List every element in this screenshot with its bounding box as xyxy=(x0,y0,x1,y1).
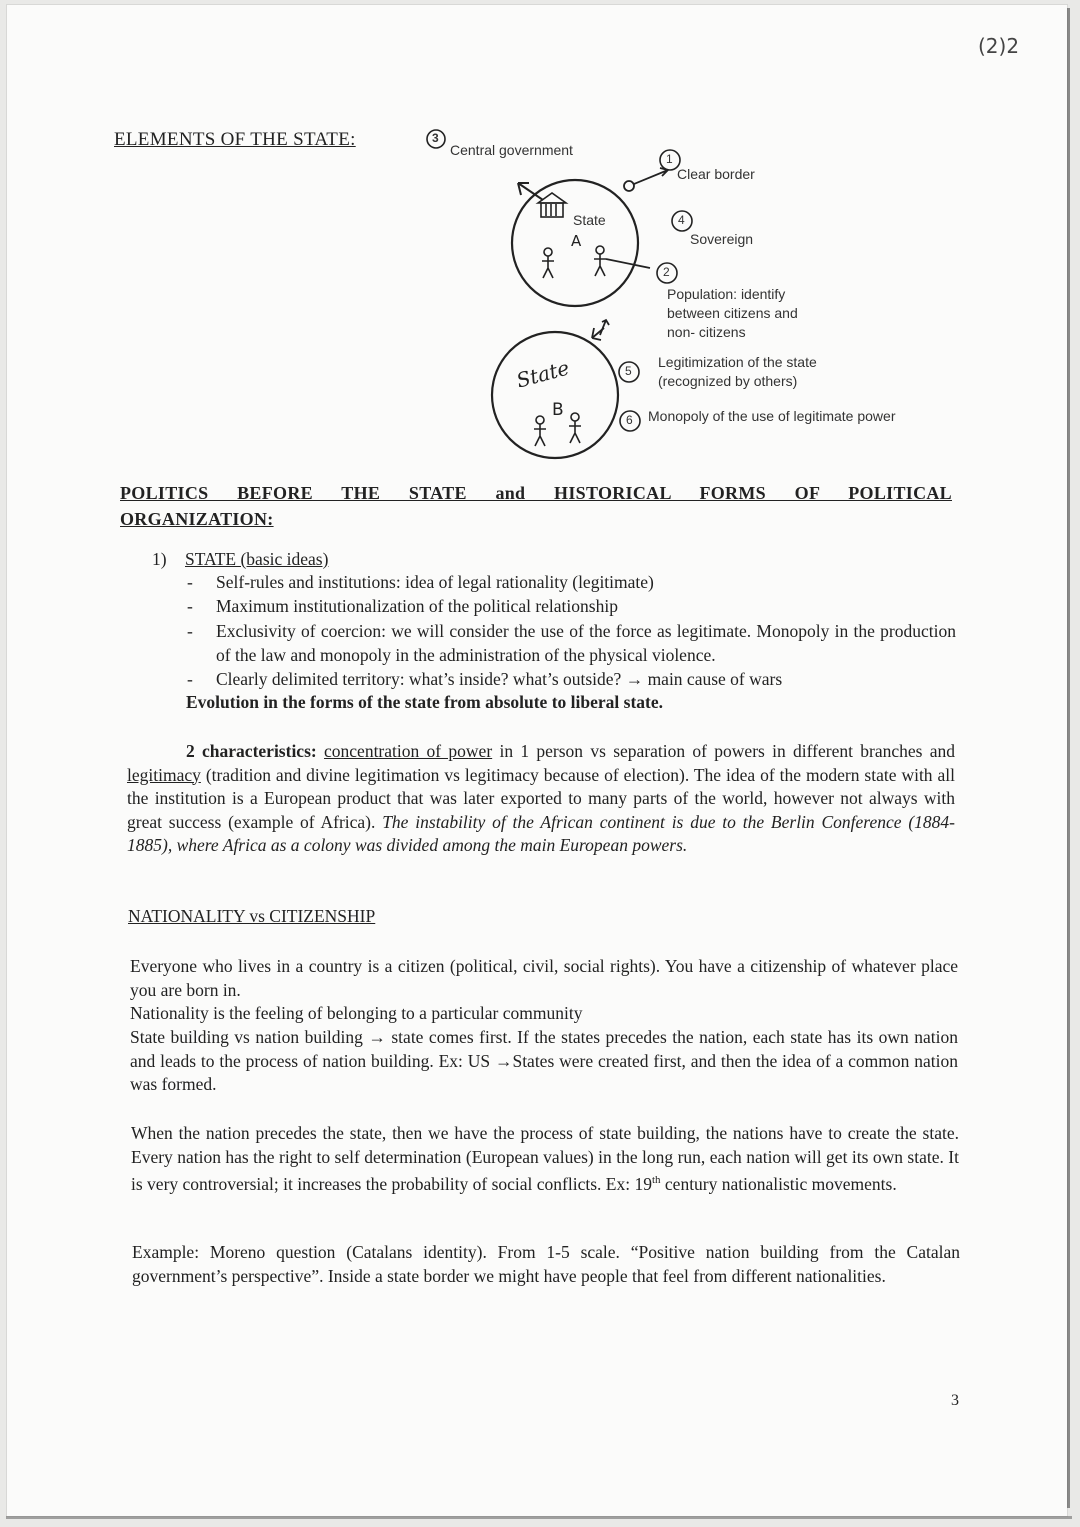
num-sovereign: 4 xyxy=(678,213,685,227)
characteristics-text-2: (tradition and divine legitimation vs legitimacy because of election). The idea of the modern state with all the institution is a European product that was later exported to many parts of the world, however not always with great success (example of Africa). xyxy=(127,764,956,832)
label-sovereign: Sovereign xyxy=(690,231,754,247)
population-line-3: non- citizens xyxy=(667,324,746,340)
nationality-paragraph-5: Example: Moreno question (Catalans identity). From 1-5 scale. “Positive nation building from the Catalan government’s perspective”. Inside a state border we might have people that feel from different nationalities. xyxy=(132,1242,960,1286)
num-population: 2 xyxy=(663,265,670,279)
label-state-b: State xyxy=(513,355,572,393)
nationality-heading: NATIONALITY vs CITIZENSHIP xyxy=(128,906,376,926)
bullet-dash: - xyxy=(187,572,193,592)
bullet-item: Maximum institutionalization of the political relationship xyxy=(216,596,618,616)
bullet-item: Clearly delimited territory: what’s inside? what’s outside? → main cause of wars xyxy=(216,669,783,689)
arrow-population xyxy=(606,259,650,268)
population-line-2: between citizens and xyxy=(667,305,798,321)
legitimacy-term: legitimacy xyxy=(127,764,201,785)
characteristics-italic: The instability of the African continent is due to the Berlin Conference (1884-1885), where Africa as a colony was divided among the main European powers. xyxy=(127,811,955,855)
nationality-paragraph-1: Everyone who lives in a country is a citizen (political, civil, social rights). You have a citizenship of whatever place you are born in. xyxy=(130,956,958,1000)
label-central-government: Central government xyxy=(450,142,573,158)
nationality-paragraph-3: State building vs nation building → state comes first. If the states precedes the nation, each state has its own nation and leads to the process of nation building. Ex: US →States were created first, and then the idea of a common nation was formed. xyxy=(130,1027,958,1094)
nationality-paragraph-2: Nationality is the feeling of belonging to a particular community xyxy=(130,1003,583,1023)
section-heading-text: POLITICS BEFORE THE STATE and HISTORICAL FORMS OF POLITICAL xyxy=(120,483,952,503)
section-heading-line-2: ORGANIZATION: xyxy=(120,509,274,529)
characteristics-paragraph xyxy=(127,740,955,858)
arrow-up xyxy=(600,320,609,335)
state-item-title: STATE (basic ideas) xyxy=(185,549,329,569)
arrow-border xyxy=(634,168,668,184)
population-line-1: Population: identify xyxy=(667,286,786,302)
nationality-paragraph-4 xyxy=(131,1122,959,1196)
legit-line-1: Legitimization of the state xyxy=(658,354,817,370)
paragraph-4-text-b: century nationalistic movements. xyxy=(660,1173,897,1194)
paragraph-4-sup: th xyxy=(651,1174,661,1186)
num-border: 1 xyxy=(666,152,673,166)
label-clear-border: Clear border xyxy=(677,166,755,182)
legit-line-2: (recognized by others) xyxy=(658,373,798,389)
border-marker xyxy=(624,181,634,191)
corner-mark-text: (2)2 xyxy=(978,34,1020,58)
building-icon xyxy=(538,193,566,217)
bullet-dash: - xyxy=(187,669,193,689)
evolution-line: Evolution in the forms of the state from absolute to liberal state. xyxy=(186,692,663,712)
elements-title: ELEMENTS OF THE STATE: xyxy=(114,129,356,150)
label-monopoly: Monopoly of the use of legitimate power xyxy=(648,408,896,424)
state-b-circle xyxy=(492,332,618,458)
num-central: 3 xyxy=(432,131,439,145)
label-state-a: State xyxy=(573,212,606,228)
characteristics-lead: 2 characteristics: xyxy=(186,741,317,761)
bullet-dash: - xyxy=(187,621,193,641)
characteristics-text-1: in 1 person vs separation of powers in different branches and xyxy=(499,741,956,761)
label-population xyxy=(667,285,798,342)
paragraph-4-text-a: When the nation precedes the state, then we have the process of state building, the nations have to create the state. Every nation has the right to self determination (European values) in the long run, each nation will get its own state. It is very controversial; it increases the probability of social conflicts. Ex: 19 xyxy=(131,1123,959,1194)
bullet-item: Self-rules and institutions: idea of legal rationality (legitimate) xyxy=(216,572,654,592)
bullet-item: Exclusivity of coercion: we will consider the use of the force as legitimate. Monopoly in the production of the law and monopoly in the administration of the physical violence. xyxy=(216,621,956,665)
label-state-a-letter: A xyxy=(571,232,582,250)
num-legit: 5 xyxy=(625,364,632,378)
label-legitimization xyxy=(658,353,817,391)
num-monopoly: 6 xyxy=(626,413,633,427)
state-item-number: 1) xyxy=(152,549,167,569)
page-edge-shadow-bottom xyxy=(6,1516,1072,1519)
section-heading-line-1 xyxy=(120,483,952,504)
people-icon-a xyxy=(542,246,606,278)
bullet-dash: - xyxy=(187,596,193,616)
page-number: 3 xyxy=(951,1392,959,1409)
state-diagram xyxy=(0,0,1080,470)
label-state-b-letter: B xyxy=(552,400,564,420)
concentration-term: concentration of power xyxy=(324,741,493,761)
arrow-down xyxy=(592,328,604,340)
